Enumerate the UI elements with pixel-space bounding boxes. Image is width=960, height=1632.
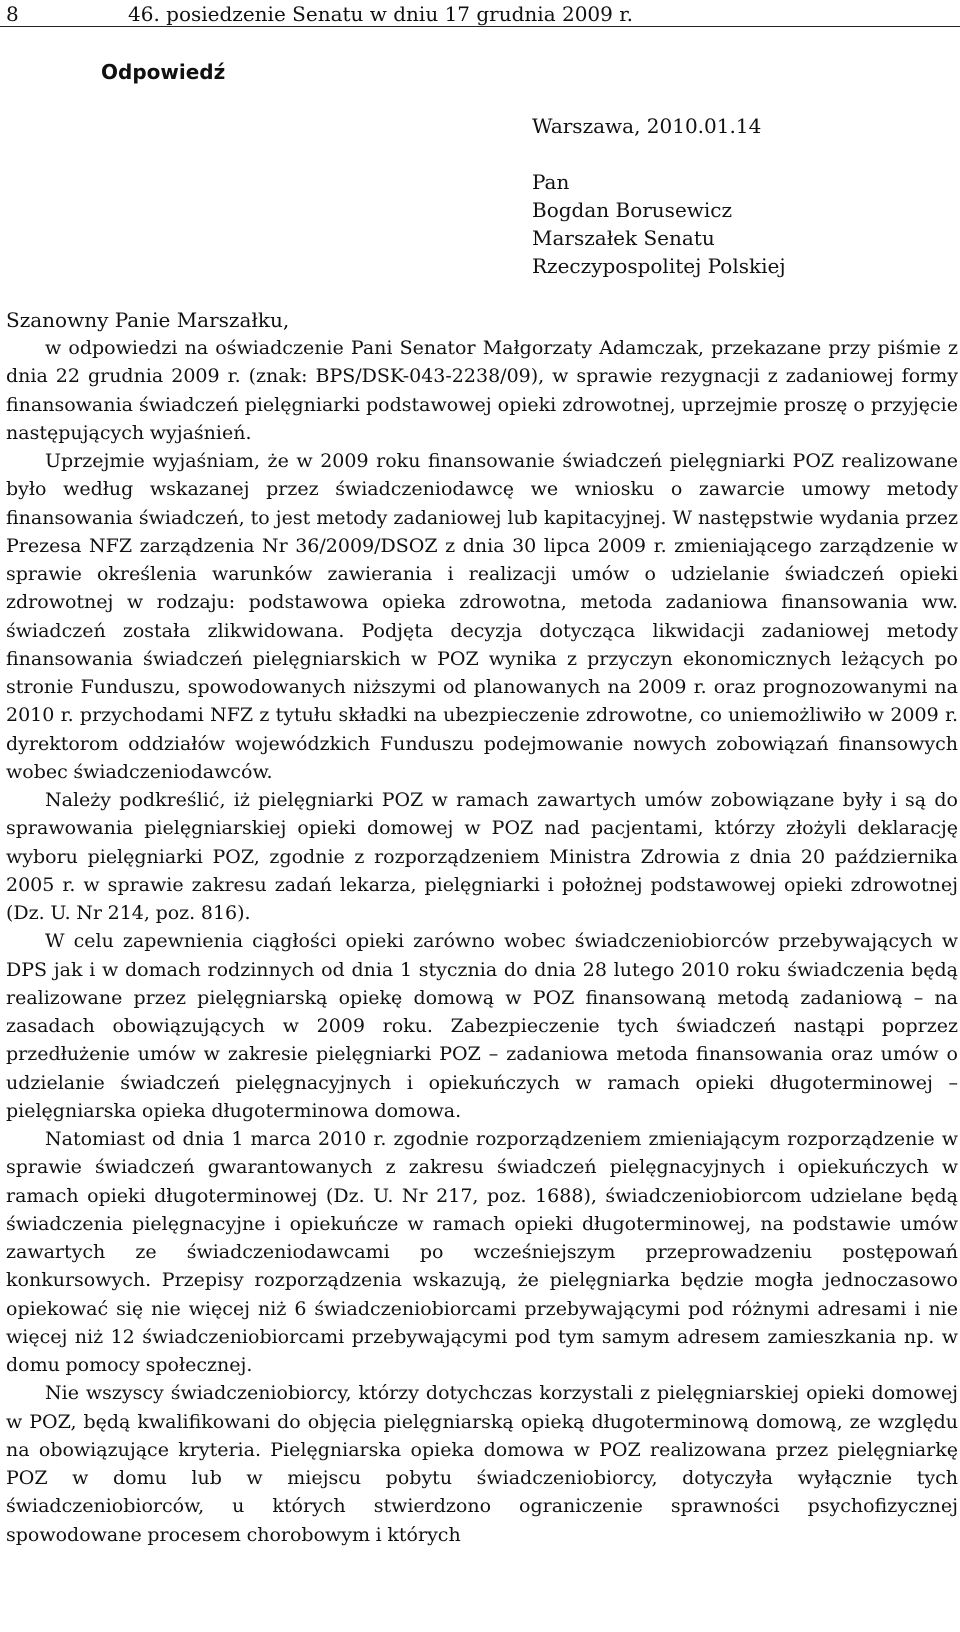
running-title: 46. posiedzenie Senatu w dniu 17 grudnia 2009 r. [128,2,633,26]
salutation: Szanowny Panie Marszałku, [6,308,290,332]
body-paragraph: Natomiast od dnia 1 marca 2010 r. zgodnie rozporządzeniem zmieniającym rozporządzenie w sprawie świadczeń gwarantowanych z zakresu świadczeń pielęgnacyjnych i opiekuńczych w ramach opieki długoterminowej (Dz. U. Nr 217, poz. 1688), świadczeniobiorcom udzielane będą świadczenia pielęgnacyjne i opiekuńcze w ramach opieki długoterminowej, na podstawie umów zawartych ze świadczeniodawcami po wcześniejszym przeprowadzeniu postępowań konkursowych. Przepisy rozporządzenia wskazują, że pielęgniarka będzie mogła jednoczasowo opiekować się nie więcej niż 6 świadczeniobiorcami przebywającymi pod różnymi adresami i nie więcej niż 12 świadczeniobiorcami przebywającymi pod tym samym adresem zamieszkania np. w domu pomocy społecznej. [6,1128,958,1376]
body-paragraph: w odpowiedzi na oświadczenie Pani Senator Małgorzaty Adamczak, przekazane przy piśmie z dnia 22 grudnia 2009 r. (znak: BPS/DSK-043-2238/09), w sprawie rezygnacji z zadaniowej formy finansowania świadczeń pielęgniarki podstawowej opieki zdrowotnej, uprzejmie proszę o przyjęcie następujących wyjaśnień. [6,337,958,444]
addressee-block [532,168,786,280]
letter-body [6,334,958,1549]
body-paragraph: Nie wszyscy świadczeniobiorcy, którzy dotychczas korzystali z pielęgniarskiej opieki domowej w POZ, będą kwalifikowani do objęcia pielęgniarską opieką długoterminową domową, ze względu na obowiązujące kryteria. Pielęgniarska opieka domowa w POZ realizowana przez pielęgniarkę POZ w domu lub w miejscu pobytu świadczeniobiorcy, dotyczyła wyłącznie tych świadczeniobiorców, u których stwierdzono ograniczenie sprawności psychofizycznej spowodowane procesem chorobowym i których [6,1382,958,1546]
running-header [0,2,960,27]
letter-date: Warszawa, 2010.01.14 [532,114,762,138]
page-number: 8 [6,2,19,26]
letter-heading: Odpowiedź [101,60,226,84]
addressee-line: Marszałek Senatu [532,226,715,250]
addressee-line: Pan [532,170,570,194]
body-paragraph: Uprzejmie wyjaśniam, że w 2009 roku finansowanie świadczeń pielęgniarki POZ realizowane było według wskazanej przez świadczeniodawcę we wniosku o zawarcie umowy metody finansowania świadczeń, to jest metody zadaniowej lub kapitacyjnej. W następstwie wydania przez Prezesa NFZ zarządzenia Nr 36/2009/DSOZ z dnia 30 lipca 2009 r. zmieniającego zarządzenie w sprawie określenia warunków zawierania i realizacji umów o udzielanie świadczeń opieki zdrowotnej w rodzaju: podstawowa opieka zdrowotna, metoda zadaniowa finansowania ww. świadczeń została zlikwidowana. Podjęta decyzja dotycząca likwidacji zadaniowej metody finansowania świadczeń pielęgniarskich w POZ wynika z przyczyn ekonomicznych leżących po stronie Funduszu, spowodowanych niższymi od planowanych na 2009 r. oraz prognozowanymi na 2010 r. przychodami NFZ z tytułu składki na ubezpieczenie zdrowotne, co uniemożliwiło w 2009 r. dyrektorom oddziałów wojewódzkich Funduszu podejmowanie nowych zobowiązań finansowych wobec świadczeniodawców. [6,450,958,783]
body-paragraph: W celu zapewnienia ciągłości opieki zarówno wobec świadczeniobiorców przebywających w DPS jak i w domach rodzinnych od dnia 1 stycznia do dnia 28 lutego 2010 roku świadczenia będą realizowane przez pielęgniarską opiekę domową w POZ finansowaną metodą zadaniową – na zasadach obowiązujących w 2009 roku. Zabezpieczenie tych świadczeń nastąpi poprzez przedłużenie umów w zakresie pielęgniarki POZ – zadaniowa metoda finansowania oraz umów o udzielanie świadczeń pielęgnacyjnych i opiekuńczych w ramach opieki długoterminowej – pielęgniarska opieka długoterminowa domowa. [6,930,958,1122]
addressee-line: Bogdan Borusewicz [532,198,733,222]
addressee-line: Rzeczypospolitej Polskiej [532,254,786,278]
body-paragraph: Należy podkreślić, iż pielęgniarki POZ w ramach zawartych umów zobowiązane były i są do sprawowania pielęgniarskiej opieki domowej w POZ nad pacjentami, którzy złożyli deklarację wyboru pielęgniarki POZ, zgodnie z rozporządzeniem Ministra Zdrowia z dnia 20 października 2005 r. w sprawie zakresu zadań lekarza, pielęgniarki i położnej podstawowej opieki zdrowotnej (Dz. U. Nr 214, poz. 816). [6,789,958,924]
